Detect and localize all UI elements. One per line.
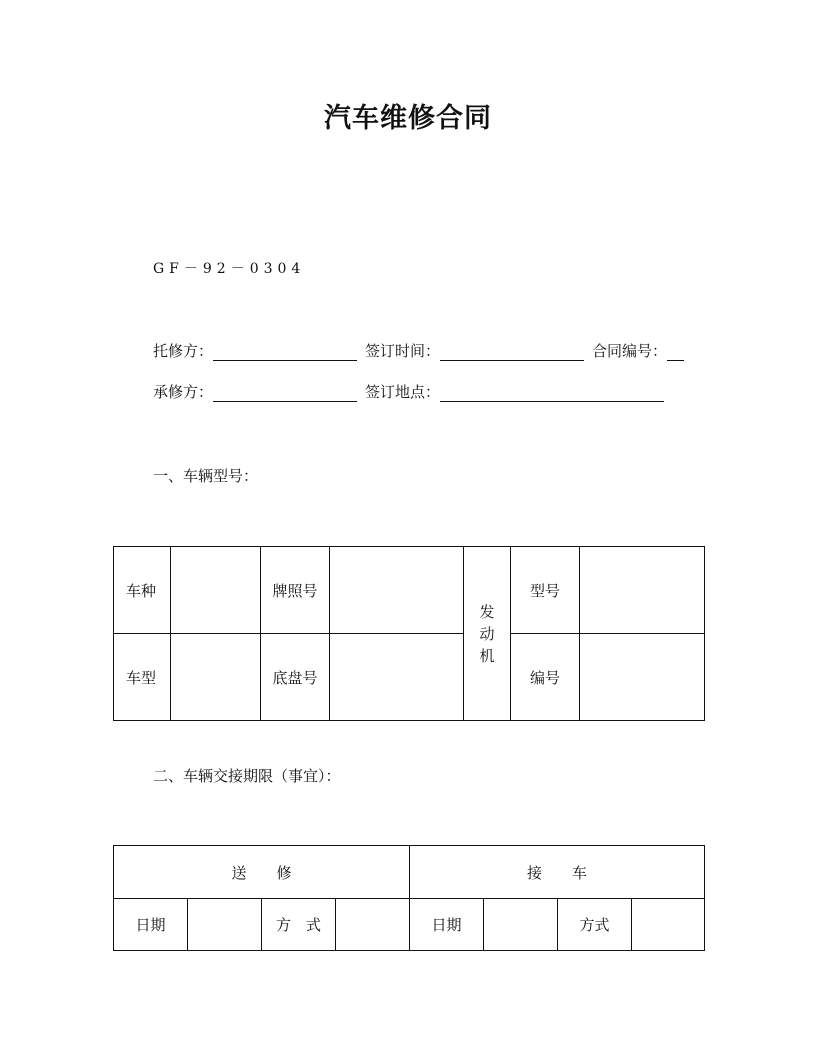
party-row-2 (153, 381, 664, 402)
engine-char-1: 发 (479, 602, 495, 621)
section2-heading: 二、车辆交接期限（事宜）： (153, 767, 341, 785)
handover-table (113, 845, 705, 951)
serial-no-label: 编号 (511, 634, 580, 721)
delivery-header: 送 修 (114, 846, 410, 899)
sign-place-input-line[interactable] (440, 385, 664, 402)
chassis-no-value[interactable] (330, 634, 464, 721)
pickup-date-label: 日期 (410, 899, 484, 951)
contract-no-label: 合同编号： (592, 342, 668, 360)
client-input-line[interactable] (213, 344, 357, 361)
contractor-label: 承修方： (153, 383, 214, 401)
plate-no-value[interactable] (330, 547, 464, 634)
engine-char-2: 动 (479, 624, 495, 643)
sign-time-input-line[interactable] (440, 344, 584, 361)
section1-heading: 一、车辆型号： (153, 467, 259, 485)
vehicle-model-table (113, 546, 705, 721)
model-no-label: 型号 (511, 547, 580, 634)
engine-label (464, 547, 511, 721)
document-title: 汽车维修合同 (324, 103, 492, 134)
pickup-method-label: 方式 (558, 899, 632, 951)
vehicle-type-value[interactable] (171, 634, 261, 721)
pickup-method-value[interactable] (632, 899, 705, 951)
plate-no-label: 牌照号 (261, 547, 330, 634)
chassis-no-label: 底盘号 (261, 634, 330, 721)
contract-no-input-line[interactable] (667, 344, 684, 361)
vehicle-kind-label: 车种 (114, 547, 171, 634)
vehicle-kind-value[interactable] (171, 547, 261, 634)
delivery-method-label: 方 式 (262, 899, 336, 951)
vehicle-type-label: 车型 (114, 634, 171, 721)
delivery-date-value[interactable] (188, 899, 262, 951)
pickup-date-value[interactable] (484, 899, 558, 951)
pickup-header: 接 车 (410, 846, 705, 899)
client-label: 托修方： (153, 342, 214, 360)
contract-code: GF－92－0304 (153, 261, 306, 277)
sign-time-label: 签订时间： (365, 342, 441, 360)
contractor-input-line[interactable] (213, 385, 357, 402)
sign-place-label: 签订地点： (365, 383, 441, 401)
delivery-date-label: 日期 (114, 899, 188, 951)
engine-char-3: 机 (479, 646, 495, 665)
party-row-1 (153, 340, 684, 361)
serial-no-value[interactable] (580, 634, 705, 721)
model-no-value[interactable] (580, 547, 705, 634)
delivery-method-value[interactable] (336, 899, 410, 951)
